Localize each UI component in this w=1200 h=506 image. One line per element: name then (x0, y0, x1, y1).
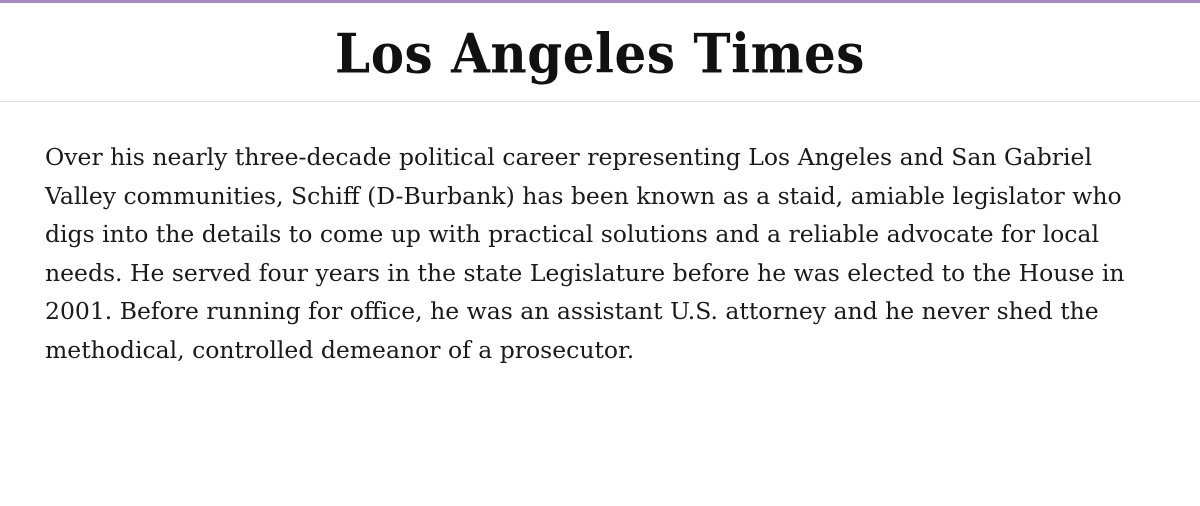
los-angeles-times-logo[interactable]: Los Angeles Times (335, 21, 865, 86)
article-paragraph: Over his nearly three-decade political career representing Los Angeles and San Gabriel Valley communities, Schiff (D-Burbank) has been known as a staid, amiable legislator who digs into the details to come up with practical solutions and a reliable advocate for local needs. He served four years in the state Legislature before he was elected to the House in 2001. Before running for office, he was an assistant U.S. attorney and he never shed the methodical, controlled demeanor of a prosecutor. (45, 143, 1125, 364)
masthead (0, 3, 1200, 102)
article-body (45, 138, 1165, 370)
